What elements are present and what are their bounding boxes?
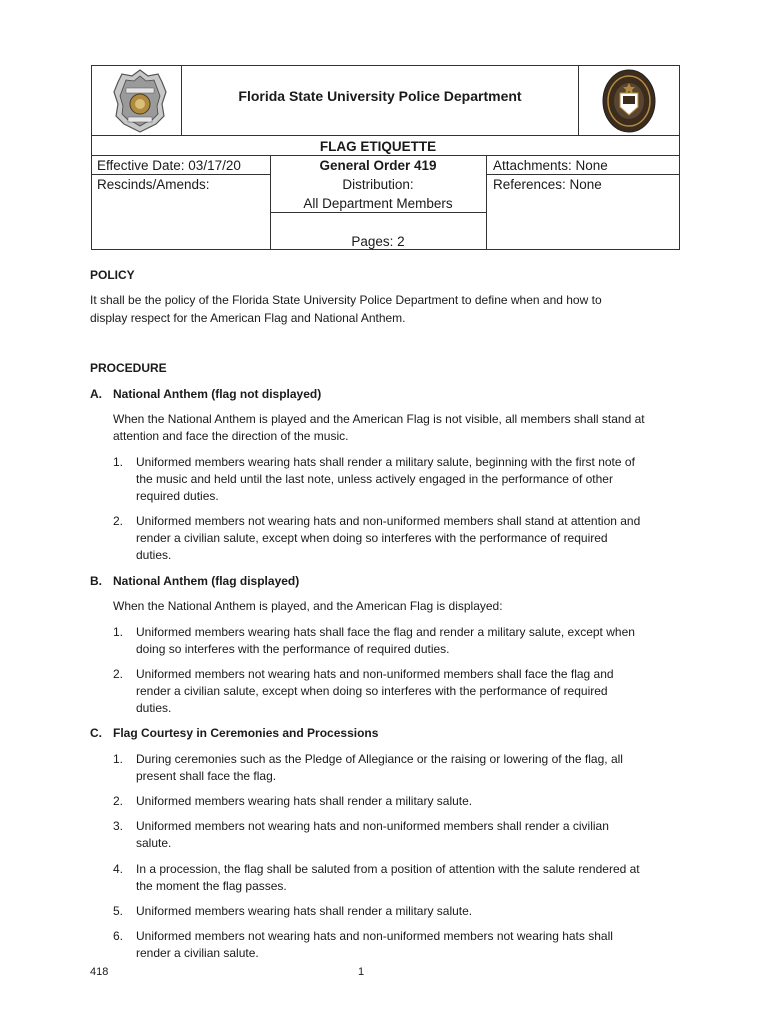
- list-item-line: the music and held until the last note, unless actively engaged in the performance of other: [136, 472, 613, 486]
- list-item-line: present shall face the flag.: [136, 769, 277, 783]
- university-seal-icon: [602, 69, 656, 133]
- list-number: 2.: [113, 667, 124, 681]
- page-number: 1: [358, 966, 365, 978]
- list-item-line: required duties.: [136, 489, 219, 503]
- distribution-label: Distribution:: [342, 177, 414, 192]
- list-number: 3.: [113, 819, 124, 833]
- list-item-line: Uniformed members not wearing hats and non-uniformed members not wearing hats shall: [136, 929, 613, 943]
- list-item-line: duties.: [136, 701, 172, 715]
- list-item-line: doing so interferes with the performance of required duties.: [136, 642, 450, 656]
- list-item-line: Uniformed members wearing hats shall render a military salute.: [136, 794, 473, 808]
- list-number: 6.: [113, 929, 124, 943]
- section-letter: C.: [90, 726, 102, 740]
- section-intro-line: When the National Anthem is played, and the American Flag is displayed:: [113, 599, 503, 613]
- header-table: [91, 65, 680, 250]
- policy-text-line: It shall be the policy of the Florida State University Police Department to define when and how to: [90, 293, 602, 307]
- list-item-line: render a civilian salute, except when doing so interferes with the performance of required: [136, 684, 608, 698]
- effective-date: Effective Date: 03/17/20: [97, 158, 241, 173]
- list-item-line: During ceremonies such as the Pledge of Allegiance or the raising or lowering of the flag, all: [136, 752, 623, 766]
- list-number: 5.: [113, 904, 124, 918]
- attachments: Attachments: None: [493, 158, 608, 173]
- section-title: National Anthem (flag displayed): [113, 574, 300, 588]
- list-number: 2.: [113, 514, 124, 528]
- list-item-line: the moment the flag passes.: [136, 879, 287, 893]
- section-letter: A.: [90, 387, 102, 401]
- rescinds-amends: Rescinds/Amends:: [97, 177, 210, 192]
- general-order: General Order 419: [319, 158, 437, 173]
- page-count: Pages: 2: [351, 234, 405, 249]
- list-number: 2.: [113, 794, 124, 808]
- footer-code: 418: [90, 966, 109, 978]
- section-intro-line: attention and face the direction of the music.: [113, 429, 349, 443]
- list-item-line: Uniformed members not wearing hats and non-uniformed members shall stand at attention and: [136, 514, 641, 528]
- section-intro-line: When the National Anthem is played and the American Flag is not visible, all members shall stand at: [113, 412, 645, 426]
- section-title: Flag Courtesy in Ceremonies and Processions: [113, 726, 379, 740]
- policy-heading: POLICY: [90, 268, 135, 282]
- distribution-value: All Department Members: [303, 196, 453, 211]
- police-badge-icon: [112, 68, 168, 134]
- list-item-line: render a civilian salute, except when doing so interferes with the performance of required: [136, 531, 608, 545]
- list-number: 4.: [113, 862, 124, 876]
- references: References: None: [493, 177, 602, 192]
- procedure-heading: PROCEDURE: [90, 361, 167, 375]
- list-item-line: Uniformed members wearing hats shall render a military salute, beginning with the first note of: [136, 455, 635, 469]
- list-item-line: Uniformed members wearing hats shall face the flag and render a military salute, except when: [136, 625, 635, 639]
- list-item-line: In a procession, the flag shall be saluted from a position of attention with the salute rendered at: [136, 862, 640, 876]
- list-item-line: Uniformed members not wearing hats and non-uniformed members shall render a civilian: [136, 819, 609, 833]
- list-number: 1.: [113, 625, 124, 639]
- section-letter: B.: [90, 574, 102, 588]
- list-number: 1.: [113, 752, 124, 766]
- list-item-line: Uniformed members wearing hats shall render a military salute.: [136, 904, 473, 918]
- section-title: National Anthem (flag not displayed): [113, 387, 322, 401]
- list-item-line: duties.: [136, 548, 172, 562]
- document-subject: FLAG ETIQUETTE: [319, 139, 437, 154]
- policy-text-line: display respect for the American Flag and National Anthem.: [90, 311, 406, 325]
- list-number: 1.: [113, 455, 124, 469]
- list-item-line: render a civilian salute.: [136, 946, 259, 960]
- list-item-line: Uniformed members not wearing hats and non-uniformed members shall face the flag and: [136, 667, 614, 681]
- department-title: Florida State University Police Department: [238, 88, 522, 104]
- list-item-line: salute.: [136, 836, 172, 850]
